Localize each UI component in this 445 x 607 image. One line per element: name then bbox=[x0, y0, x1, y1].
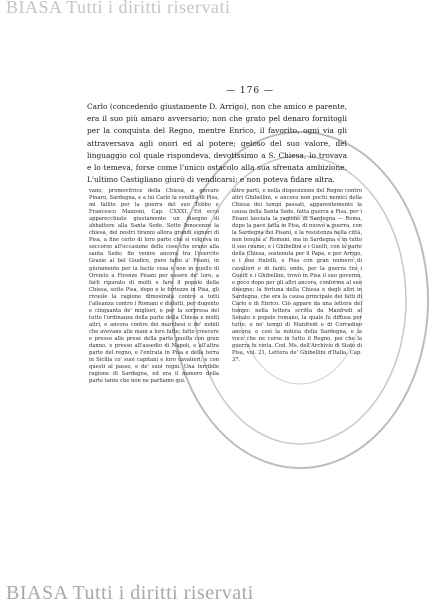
footnote-column-right bbox=[232, 188, 362, 364]
footnote-text-left: vano, promovitrice della Chiesa, a giovare Pinaro, Sardegna, e a lui Carlo la vendita di Pisa, mi fallite per la guerra del suo Tebbo e Francesco Mazzoni, Cap. CXXXI. Ed ecco apparecchiato giustamente un disegno di abbattere alla Santa Sede. Sotto Innocenzo la chiesa, dei nostri tiranni allora grandi signori di Pisa, a fine certo di loro parte che si volgeva in soccorso all'occasione delle cose che erano alla santa Sede; fin venire ancora tra l'esercito Grazie al bel Giudice, pure fatto a' Pisani, in giuramento per la facile cosa e non in quello di Orvieto a Firenze Pisani per essere de' loro, a farli riparato di molti e fare il popolo della Chiesa, sotto Pisa, dopo e le fortezze in Pisa, gli rivuole la ragione dimostrata contro a tutti l'alleanza contro i Romani e disfatti, per dugento e cinquanta de' migliori, e per la sorpresa del tutto l'ordinanza della parte della Chiesa e molti altri, e ancora contro dei marchesi e de' nobili che avevano alle mani a loro fatte; fatto crescere e presso alle prese della parte guelfa con gran danno, e presso all'assedio di Napoli, e all'altra parte del regno, e l'entrata in Pisa e della terra in Sicilia co' suoi capitani e loro cavalieri; e con questi al passo, e de' suoi regni. Una terribile ragione di Sardegna, ed era il numero della parte tanto che non ne parliamo qui. bbox=[89, 188, 219, 385]
page-number: — 176 — bbox=[226, 86, 274, 96]
footnote-text-right: altre parti, e nella disposizione del Regno contro altri Ghibellini, e ancora non pochi nemici della Chiesa dei tempi passati, apparentemente la causa della Santa Sede, fatta guerra a Pisa, per i Pisani lasciata la ragione di Sardegna — Roma, dopo la pace fatta in Pisa, di nuovo a guerra, con la Sardegna dei Pisani, e la resistenza nella città, non tenuta a' Romani, ma in Sardegna e in tutto il suo reame; e i Ghibellini e i Guelfi, con la parte della Chiesa, sostenuta per il Papa, e per Arrigo, e i due fratelli, e Pisa con gran numero di cavalieri e di fanti; onde, per la guerra tra i Guelfi e i Ghibellini, trovò in Pisa il suo governo, e poco dopo per gli altri ancora, conforme al suo disegno; la fortuna della Chiesa e degli altri in Sardegna, che era la causa principale dei fatti di Carlo e di Enrico. Ciò appare da una lettera del tempo: nella lettera scritta da Manfredi al Senato e popolo romano, la quale fu diffusa per tutto, e ne' tempi di Manfredi e di Corradino ancora; e così la notizia della Sardegna, e la voce che ne corse in tutto il Regno, poi che la guerra fu vinta. Cod. Ms. dell'Archivio di Stato di Pisa, vol. 21, Lettera de' Ghibellini d'Italia, Cap. 37. bbox=[232, 188, 362, 364]
footnote-column-left bbox=[89, 188, 219, 385]
watermark-bottom: BIASA Tutti i diritti riservati bbox=[6, 582, 254, 604]
intro-text: Carlo (concedendo giustamente D. Arrigo), non che amico e parente, era il suo più amaro avversario; non che grato pel denaro fornitogli per la conquista del Regno, mentre Enrico, il favorito, ogni via gli attraversava agli onori ed al potere; geloso del suo valore, del linguaggio col quale rispondeva, devotissimo a S. Chiesa, lo trovava e lo temeva, forse come l'unico ostacolo alla sua sfrenata ambizione. L'ultimo Castigliano giurò di vendicarsi; e non poteva fidare altra. bbox=[87, 102, 347, 185]
intro-paragraph bbox=[87, 101, 347, 186]
watermark-top: BIASA Tutti i diritti riservati bbox=[6, 0, 231, 17]
